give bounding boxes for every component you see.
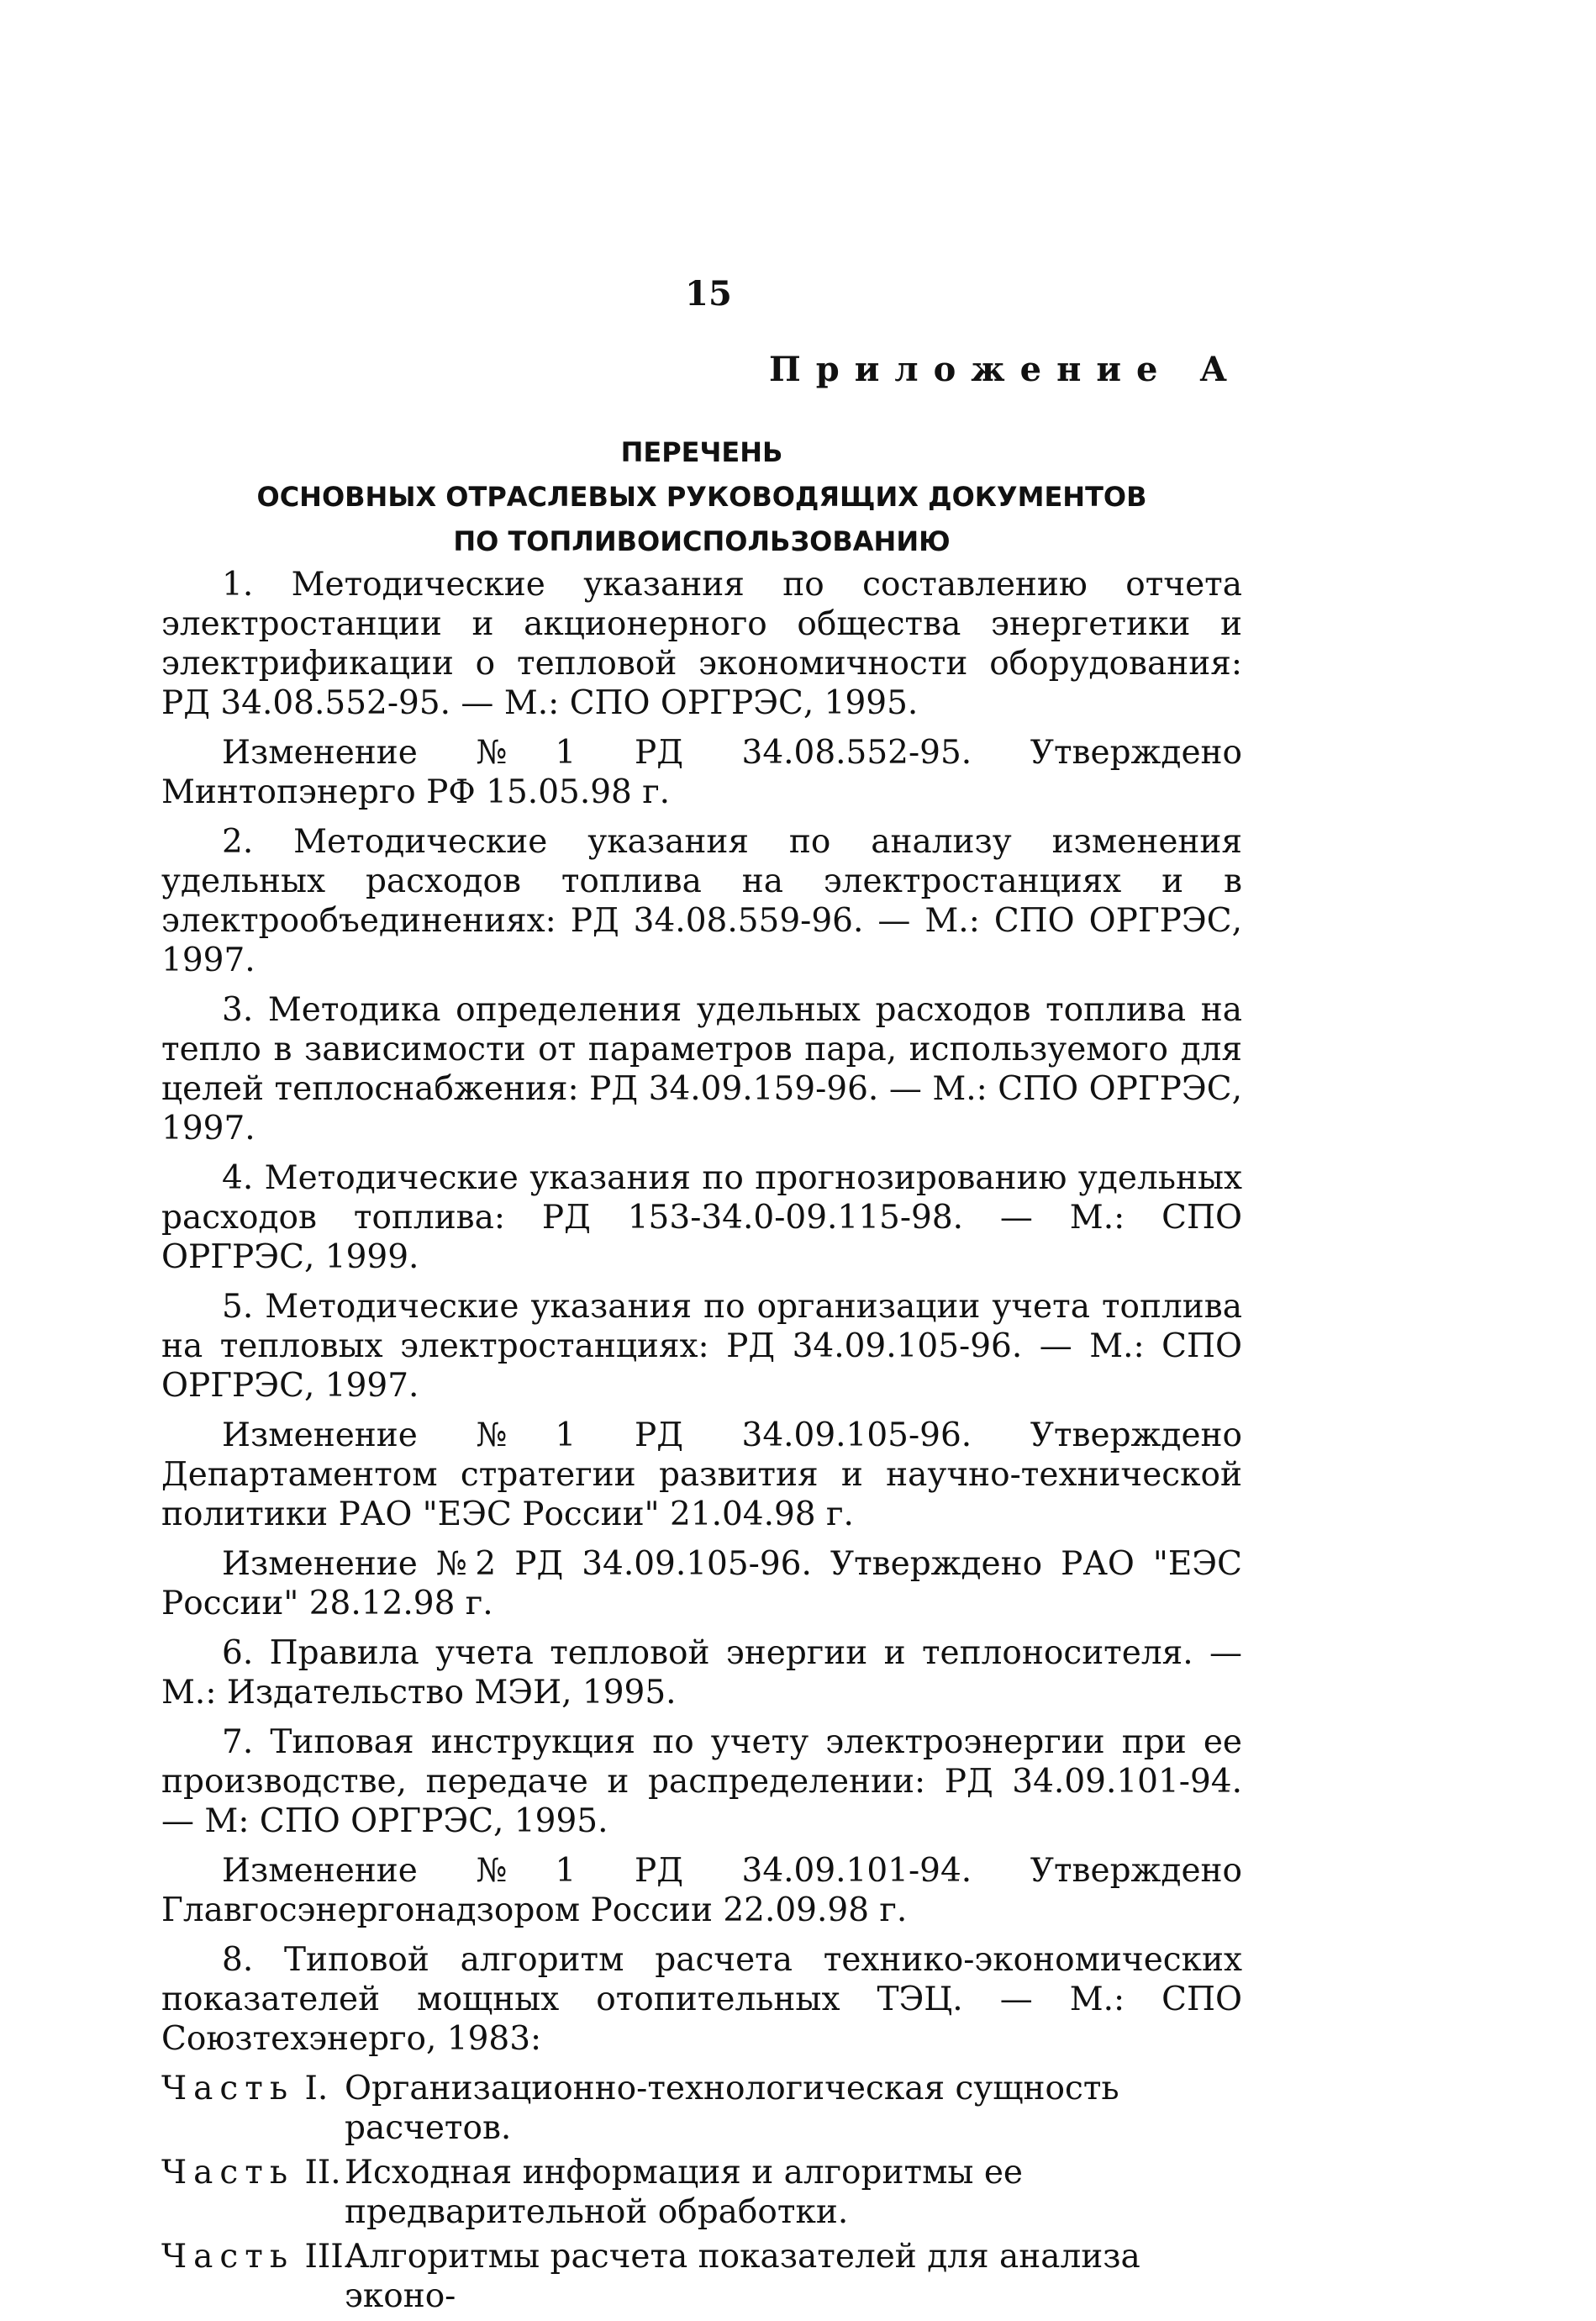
part-entry [161, 2153, 1242, 2232]
amendment-note: Изменение №1 РД 34.09.105-96. Утверждено Департаментом стратегии развития и научно-технической политики РАО "ЕЭС России" 21.04.98 г. [161, 1416, 1242, 1533]
page-number: 15 [685, 274, 732, 314]
title-line: ПЕРЕЧЕНЬ [620, 436, 783, 468]
part-label: Часть II. [161, 2154, 341, 2192]
appendix-label: Приложение А [768, 350, 1242, 389]
part-text: Исходная информация и алгоритмы ее предварительной обработки. [345, 2154, 1024, 2231]
list-item: 2. Методические указания по анализу изменения удельных расходов топлива на электростанциях и в электрообъединениях: РД 34.08.559-96. — М.: СПО ОРГРЭС, 1997. [161, 823, 1242, 979]
part-text: Организационно-технологическая сущность расчетов. [345, 2070, 1119, 2147]
title-line: ОСНОВНЫХ ОТРАСЛЕВЫХ РУКОВОДЯЩИХ ДОКУМЕНТОВ [256, 481, 1147, 513]
list-item: 4. Методические указания по прогнозированию удельных расходов топлива: РД 153-34.0-09.115-98. — М.: СПО ОРГРЭС, 1999. [161, 1159, 1242, 1276]
list-item: 6. Правила учета тепловой энергии и теплоносителя. — М.: Издательство МЭИ, 1995. [161, 1634, 1242, 1712]
part-entry [161, 2237, 1242, 2316]
amendment-note: Изменение №1 РД 34.09.101-94. Утверждено Главгосэнергонадзором России 22.09.98 г. [161, 1852, 1242, 1929]
part-label: Часть I. [161, 2070, 329, 2107]
list-item: 8. Типовой алгоритм расчета технико-экономических показателей мощных отопительных ТЭЦ. — М.: СПО Союзтехэнерго, 1983: [161, 1941, 1242, 2058]
title-line: ПО ТОПЛИВОИСПОЛЬЗОВАНИЮ [453, 525, 951, 557]
part-label: Часть III. [161, 2238, 355, 2276]
document-body [161, 565, 1242, 2321]
part-entry [161, 2069, 1242, 2148]
amendment-note: Изменение №2 РД 34.09.105-96. Утверждено РАО "ЕЭС России" 28.12.98 г. [161, 1545, 1242, 1622]
amendment-note: Изменение №1 РД 34.08.552-95. Утверждено Минтопэнерго РФ 15.05.98 г. [161, 734, 1242, 811]
list-item: 5. Методические указания по организации учета топлива на тепловых электростанциях: РД 34.09.105-96. — М.: СПО ОРГРЭС, 1997. [161, 1288, 1242, 1405]
document-title [161, 430, 1242, 564]
list-item: 3. Методика определения удельных расходов топлива на тепло в зависимости от параметров пара, используемого для целей теплоснабжения: РД 34.09.159-96. — М.: СПО ОРГРЭС, 1997. [161, 991, 1242, 1147]
list-item: 1. Методические указания по составлению отчета электростанции и акционерного общества энергетики и электрификации о тепловой экономичности оборудования: РД 34.08.552-95. — М.: СПО ОРГРЭС, 1995. [161, 566, 1242, 722]
list-item: 7. Типовая инструкция по учету электроэнергии при ее производстве, передаче и распределении: РД 34.09.101-94. — М: СПО ОРГРЭС, 1995. [161, 1723, 1242, 1840]
part-text: Алгоритмы расчета показателей для анализа эконо- [345, 2238, 1140, 2315]
